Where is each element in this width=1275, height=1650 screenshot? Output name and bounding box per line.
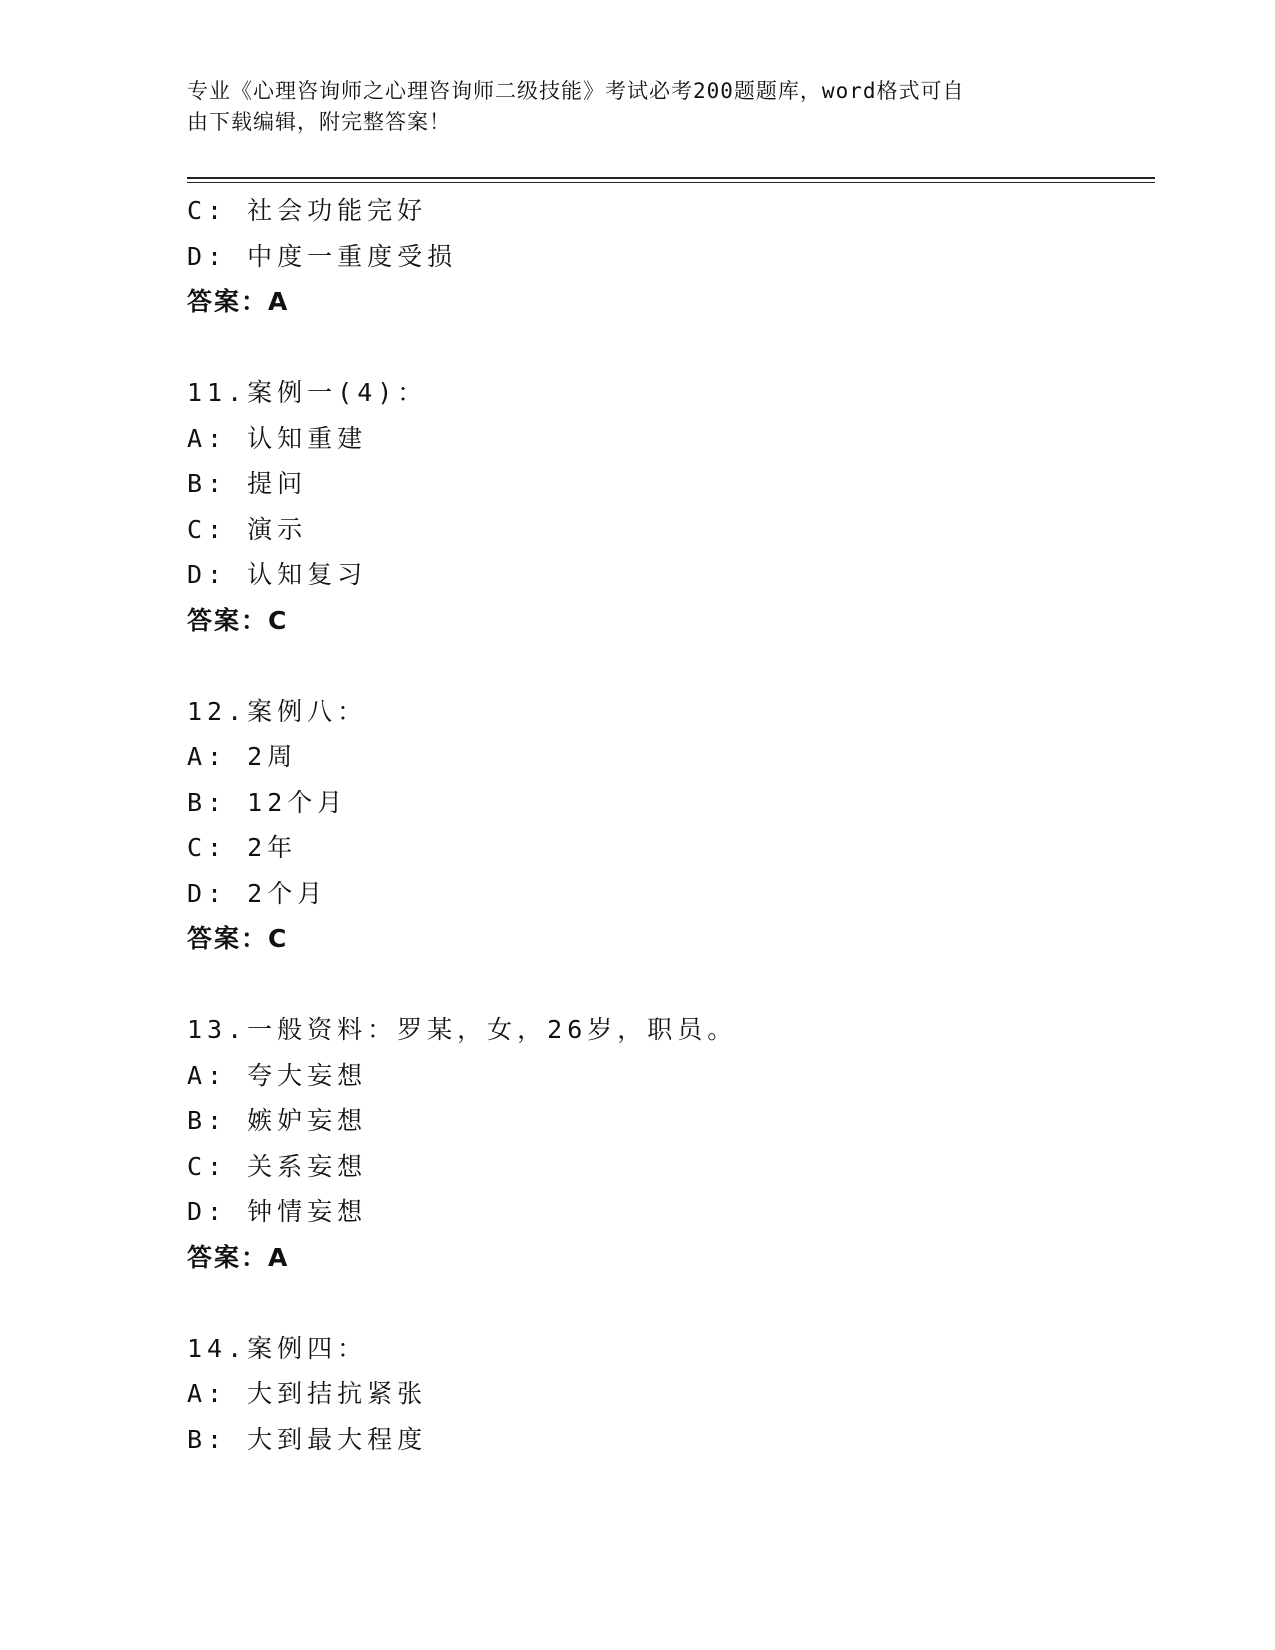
option-d: D: 中度一重度受损	[187, 241, 458, 271]
question-stem: 11.案例一(4)：	[187, 378, 428, 407]
spacer	[187, 325, 1147, 371]
header-line-2: 由下载编辑，附完整答案！	[187, 110, 451, 134]
option-c: C: 演示	[187, 514, 308, 544]
option-a: A: 大到拮抗紧张	[187, 1379, 428, 1408]
option-b: B: 大到最大程度	[187, 1424, 428, 1454]
question-list	[187, 188, 1147, 1462]
option-c: C: 关系妄想	[187, 1151, 368, 1181]
option-c: C: 社会功能完好	[187, 196, 428, 225]
spacer	[187, 643, 1147, 689]
answer-line: 答案：A	[187, 1242, 290, 1272]
answer-line: 答案：C	[187, 924, 289, 953]
option-d: D: 钟情妄想	[187, 1197, 368, 1226]
option-a: A: 认知重建	[187, 423, 368, 453]
document-header	[187, 76, 1067, 138]
option-a: A: 2周	[187, 742, 298, 771]
option-b: B: 12个月	[187, 787, 348, 817]
option-d: D: 2个月	[187, 878, 328, 908]
question-stem: 13.一般资料：罗某，女，26岁，职员。	[187, 1015, 738, 1044]
header-divider	[187, 177, 1155, 183]
option-c: C: 2年	[187, 833, 298, 862]
option-b: B: 提问	[187, 469, 308, 498]
header-line-1: 专业《心理咨询师之心理咨询师二级技能》考试必考200题题库，word格式可自	[187, 79, 965, 103]
option-b: B: 嫉妒妄想	[187, 1106, 368, 1135]
question-stem: 12.案例八：	[187, 696, 368, 726]
answer-line: 答案：C	[187, 605, 289, 635]
answer-line: 答案：A	[187, 287, 290, 316]
question-stem: 14.案例四：	[187, 1333, 368, 1363]
spacer	[187, 962, 1147, 1008]
option-a: A: 夸大妄想	[187, 1060, 368, 1090]
spacer	[187, 1280, 1147, 1326]
option-d: D: 认知复习	[187, 560, 368, 589]
